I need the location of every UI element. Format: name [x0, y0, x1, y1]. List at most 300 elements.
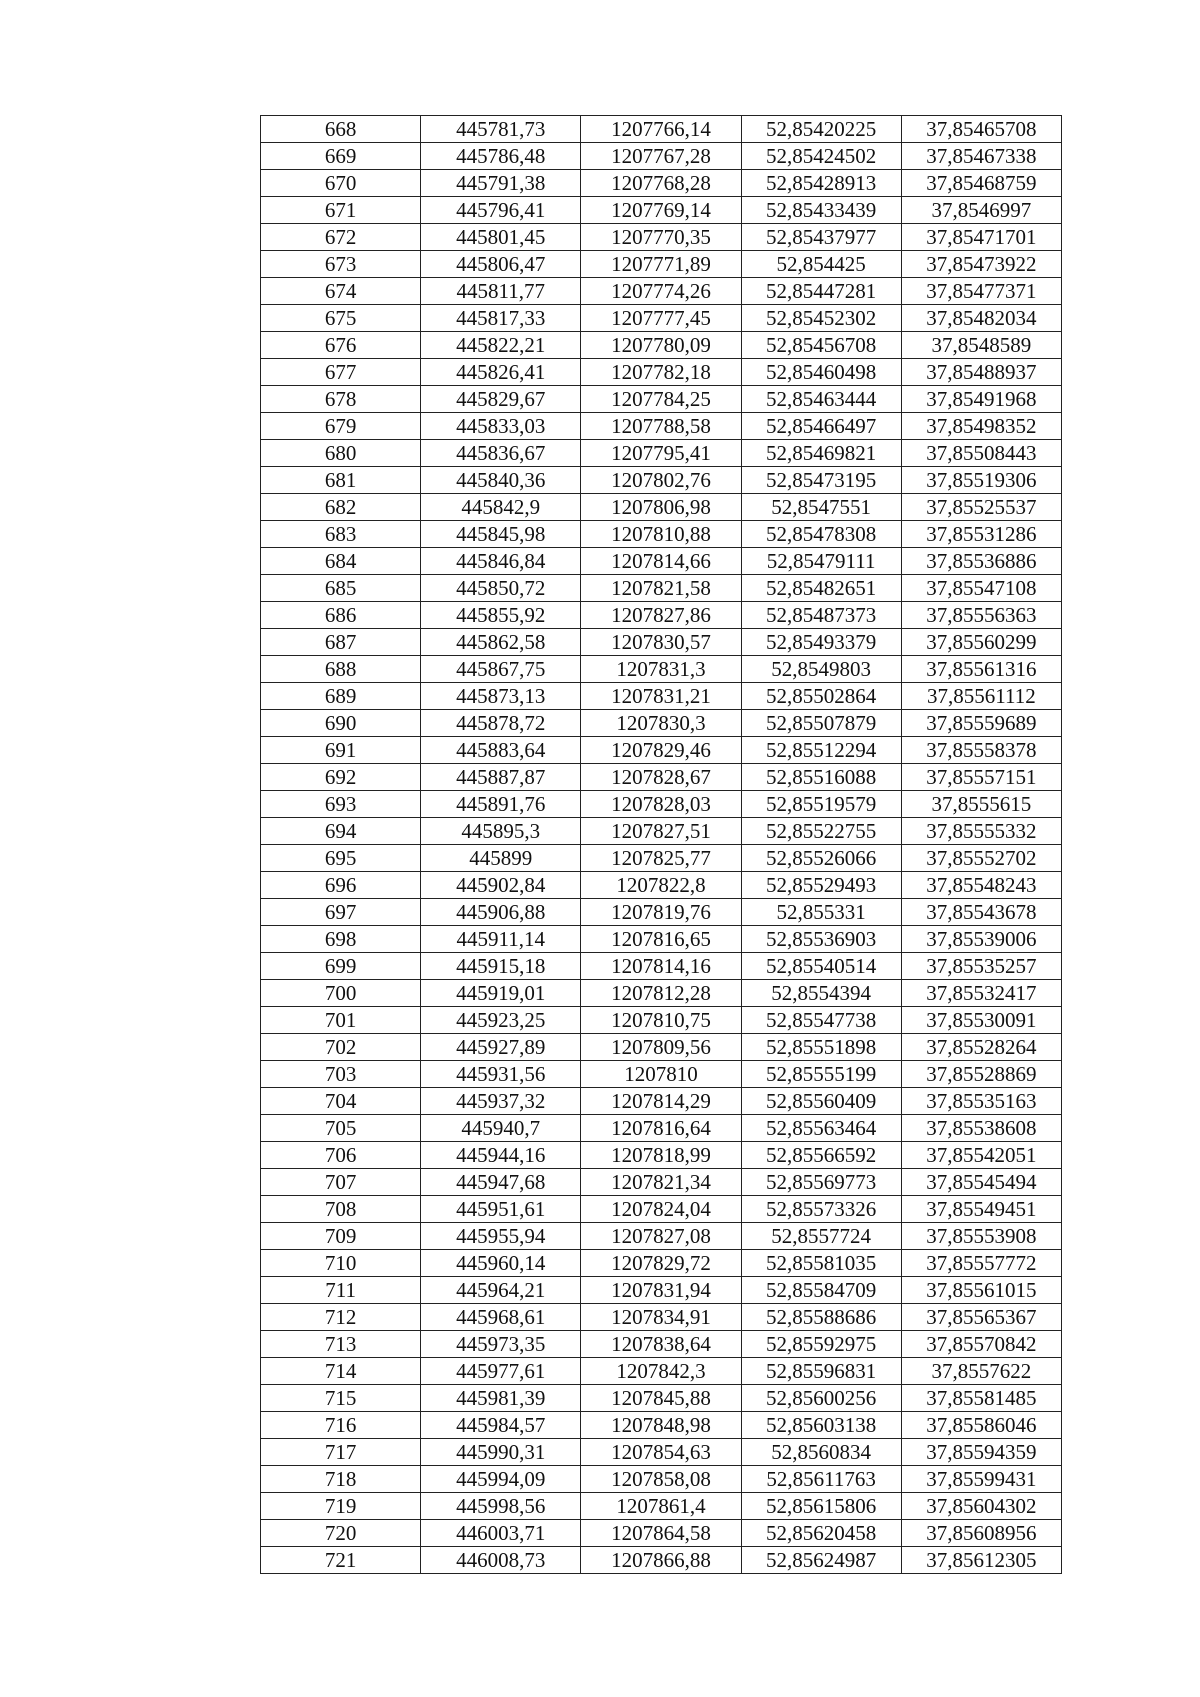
longitude-cell: 37,85543678 — [901, 899, 1061, 926]
latitude-cell: 52,85456708 — [741, 332, 901, 359]
table-row — [261, 980, 1062, 1007]
y-coordinate-cell: 1207828,67 — [581, 764, 741, 791]
latitude-cell: 52,85603138 — [741, 1412, 901, 1439]
longitude-cell: 37,85465708 — [901, 116, 1061, 143]
point-number-cell: 688 — [261, 656, 421, 683]
x-coordinate-cell: 445781,73 — [421, 116, 581, 143]
table-row — [261, 1412, 1062, 1439]
latitude-cell: 52,85482651 — [741, 575, 901, 602]
y-coordinate-cell: 1207810,75 — [581, 1007, 741, 1034]
table-row — [261, 953, 1062, 980]
x-coordinate-cell: 445791,38 — [421, 170, 581, 197]
latitude-cell: 52,85428913 — [741, 170, 901, 197]
x-coordinate-cell: 445927,89 — [421, 1034, 581, 1061]
table-row — [261, 845, 1062, 872]
y-coordinate-cell: 1207838,64 — [581, 1331, 741, 1358]
x-coordinate-cell: 445817,33 — [421, 305, 581, 332]
table-row — [261, 1520, 1062, 1547]
point-number-cell: 706 — [261, 1142, 421, 1169]
point-number-cell: 672 — [261, 224, 421, 251]
latitude-cell: 52,85624987 — [741, 1547, 901, 1574]
latitude-cell: 52,8547551 — [741, 494, 901, 521]
x-coordinate-cell: 445845,98 — [421, 521, 581, 548]
point-number-cell: 677 — [261, 359, 421, 386]
table-row — [261, 872, 1062, 899]
point-number-cell: 718 — [261, 1466, 421, 1493]
table-row — [261, 602, 1062, 629]
latitude-cell: 52,85600256 — [741, 1385, 901, 1412]
point-number-cell: 711 — [261, 1277, 421, 1304]
longitude-cell: 37,85548243 — [901, 872, 1061, 899]
longitude-cell: 37,85559689 — [901, 710, 1061, 737]
point-number-cell: 671 — [261, 197, 421, 224]
x-coordinate-cell: 445796,41 — [421, 197, 581, 224]
point-number-cell: 704 — [261, 1088, 421, 1115]
latitude-cell: 52,8554394 — [741, 980, 901, 1007]
y-coordinate-cell: 1207821,58 — [581, 575, 741, 602]
y-coordinate-cell: 1207854,63 — [581, 1439, 741, 1466]
table-row — [261, 629, 1062, 656]
x-coordinate-cell: 445915,18 — [421, 953, 581, 980]
x-coordinate-cell: 445840,36 — [421, 467, 581, 494]
longitude-cell: 37,85467338 — [901, 143, 1061, 170]
latitude-cell: 52,85519579 — [741, 791, 901, 818]
point-number-cell: 699 — [261, 953, 421, 980]
x-coordinate-cell: 445833,03 — [421, 413, 581, 440]
table-row — [261, 359, 1062, 386]
y-coordinate-cell: 1207827,86 — [581, 602, 741, 629]
y-coordinate-cell: 1207784,25 — [581, 386, 741, 413]
point-number-cell: 708 — [261, 1196, 421, 1223]
longitude-cell: 37,85498352 — [901, 413, 1061, 440]
table-row — [261, 1169, 1062, 1196]
latitude-cell: 52,85569773 — [741, 1169, 901, 1196]
longitude-cell: 37,85545494 — [901, 1169, 1061, 1196]
y-coordinate-cell: 1207827,51 — [581, 818, 741, 845]
latitude-cell: 52,8557724 — [741, 1223, 901, 1250]
table-row — [261, 1196, 1062, 1223]
longitude-cell: 37,85535257 — [901, 953, 1061, 980]
x-coordinate-cell: 445786,48 — [421, 143, 581, 170]
y-coordinate-cell: 1207842,3 — [581, 1358, 741, 1385]
longitude-cell: 37,85599431 — [901, 1466, 1061, 1493]
x-coordinate-cell: 445960,14 — [421, 1250, 581, 1277]
point-number-cell: 692 — [261, 764, 421, 791]
x-coordinate-cell: 445899 — [421, 845, 581, 872]
point-number-cell: 698 — [261, 926, 421, 953]
point-number-cell: 715 — [261, 1385, 421, 1412]
longitude-cell: 37,85608956 — [901, 1520, 1061, 1547]
x-coordinate-cell: 446008,73 — [421, 1547, 581, 1574]
point-number-cell: 695 — [261, 845, 421, 872]
latitude-cell: 52,85584709 — [741, 1277, 901, 1304]
longitude-cell: 37,85542051 — [901, 1142, 1061, 1169]
point-number-cell: 689 — [261, 683, 421, 710]
point-number-cell: 705 — [261, 1115, 421, 1142]
x-coordinate-cell: 446003,71 — [421, 1520, 581, 1547]
y-coordinate-cell: 1207767,28 — [581, 143, 741, 170]
y-coordinate-cell: 1207831,94 — [581, 1277, 741, 1304]
longitude-cell: 37,85531286 — [901, 521, 1061, 548]
longitude-cell: 37,85586046 — [901, 1412, 1061, 1439]
longitude-cell: 37,85519306 — [901, 467, 1061, 494]
table-row — [261, 1061, 1062, 1088]
table-row — [261, 1439, 1062, 1466]
y-coordinate-cell: 1207809,56 — [581, 1034, 741, 1061]
y-coordinate-cell: 1207814,29 — [581, 1088, 741, 1115]
longitude-cell: 37,85555332 — [901, 818, 1061, 845]
table-row — [261, 1466, 1062, 1493]
table-row — [261, 521, 1062, 548]
longitude-cell: 37,8557622 — [901, 1358, 1061, 1385]
table-row — [261, 1331, 1062, 1358]
table-row — [261, 1547, 1062, 1574]
point-number-cell: 673 — [261, 251, 421, 278]
latitude-cell: 52,85447281 — [741, 278, 901, 305]
longitude-cell: 37,85508443 — [901, 440, 1061, 467]
latitude-cell: 52,85466497 — [741, 413, 901, 440]
x-coordinate-cell: 445977,61 — [421, 1358, 581, 1385]
x-coordinate-cell: 445923,25 — [421, 1007, 581, 1034]
latitude-cell: 52,85522755 — [741, 818, 901, 845]
longitude-cell: 37,85561015 — [901, 1277, 1061, 1304]
y-coordinate-cell: 1207845,88 — [581, 1385, 741, 1412]
point-number-cell: 686 — [261, 602, 421, 629]
y-coordinate-cell: 1207771,89 — [581, 251, 741, 278]
point-number-cell: 670 — [261, 170, 421, 197]
longitude-cell: 37,85525537 — [901, 494, 1061, 521]
y-coordinate-cell: 1207827,08 — [581, 1223, 741, 1250]
point-number-cell: 678 — [261, 386, 421, 413]
point-number-cell: 682 — [261, 494, 421, 521]
y-coordinate-cell: 1207816,65 — [581, 926, 741, 953]
y-coordinate-cell: 1207818,99 — [581, 1142, 741, 1169]
table-row — [261, 170, 1062, 197]
longitude-cell: 37,85552702 — [901, 845, 1061, 872]
latitude-cell: 52,8549803 — [741, 656, 901, 683]
latitude-cell: 52,85493379 — [741, 629, 901, 656]
longitude-cell: 37,85547108 — [901, 575, 1061, 602]
coordinates-table-body — [261, 116, 1062, 1574]
point-number-cell: 691 — [261, 737, 421, 764]
table-row — [261, 1385, 1062, 1412]
point-number-cell: 697 — [261, 899, 421, 926]
latitude-cell: 52,85452302 — [741, 305, 901, 332]
longitude-cell: 37,85535163 — [901, 1088, 1061, 1115]
table-row — [261, 1277, 1062, 1304]
table-row — [261, 791, 1062, 818]
table-row — [261, 143, 1062, 170]
x-coordinate-cell: 445883,64 — [421, 737, 581, 764]
longitude-cell: 37,85553908 — [901, 1223, 1061, 1250]
longitude-cell: 37,85565367 — [901, 1304, 1061, 1331]
y-coordinate-cell: 1207861,4 — [581, 1493, 741, 1520]
x-coordinate-cell: 445990,31 — [421, 1439, 581, 1466]
latitude-cell: 52,85420225 — [741, 116, 901, 143]
x-coordinate-cell: 445973,35 — [421, 1331, 581, 1358]
table-row — [261, 494, 1062, 521]
x-coordinate-cell: 445873,13 — [421, 683, 581, 710]
latitude-cell: 52,85596831 — [741, 1358, 901, 1385]
table-row — [261, 710, 1062, 737]
longitude-cell: 37,85471701 — [901, 224, 1061, 251]
x-coordinate-cell: 445862,58 — [421, 629, 581, 656]
longitude-cell: 37,85536886 — [901, 548, 1061, 575]
coordinates-table — [260, 115, 1062, 1574]
latitude-cell: 52,85581035 — [741, 1250, 901, 1277]
x-coordinate-cell: 445895,3 — [421, 818, 581, 845]
latitude-cell: 52,85473195 — [741, 467, 901, 494]
longitude-cell: 37,85538608 — [901, 1115, 1061, 1142]
table-row — [261, 305, 1062, 332]
x-coordinate-cell: 445944,16 — [421, 1142, 581, 1169]
point-number-cell: 668 — [261, 116, 421, 143]
x-coordinate-cell: 445842,9 — [421, 494, 581, 521]
point-number-cell: 693 — [261, 791, 421, 818]
point-number-cell: 694 — [261, 818, 421, 845]
point-number-cell: 719 — [261, 1493, 421, 1520]
table-row — [261, 1223, 1062, 1250]
x-coordinate-cell: 445801,45 — [421, 224, 581, 251]
x-coordinate-cell: 445850,72 — [421, 575, 581, 602]
latitude-cell: 52,85547738 — [741, 1007, 901, 1034]
point-number-cell: 703 — [261, 1061, 421, 1088]
y-coordinate-cell: 1207795,41 — [581, 440, 741, 467]
longitude-cell: 37,85488937 — [901, 359, 1061, 386]
point-number-cell: 675 — [261, 305, 421, 332]
latitude-cell: 52,85592975 — [741, 1331, 901, 1358]
latitude-cell: 52,854425 — [741, 251, 901, 278]
table-row — [261, 1034, 1062, 1061]
x-coordinate-cell: 445906,88 — [421, 899, 581, 926]
x-coordinate-cell: 445822,21 — [421, 332, 581, 359]
table-row — [261, 1358, 1062, 1385]
y-coordinate-cell: 1207822,8 — [581, 872, 741, 899]
latitude-cell: 52,85437977 — [741, 224, 901, 251]
y-coordinate-cell: 1207782,18 — [581, 359, 741, 386]
y-coordinate-cell: 1207802,76 — [581, 467, 741, 494]
x-coordinate-cell: 445940,7 — [421, 1115, 581, 1142]
x-coordinate-cell: 445846,84 — [421, 548, 581, 575]
point-number-cell: 701 — [261, 1007, 421, 1034]
longitude-cell: 37,85556363 — [901, 602, 1061, 629]
latitude-cell: 52,85526066 — [741, 845, 901, 872]
y-coordinate-cell: 1207769,14 — [581, 197, 741, 224]
latitude-cell: 52,85563464 — [741, 1115, 901, 1142]
longitude-cell: 37,85560299 — [901, 629, 1061, 656]
point-number-cell: 720 — [261, 1520, 421, 1547]
longitude-cell: 37,85532417 — [901, 980, 1061, 1007]
x-coordinate-cell: 445931,56 — [421, 1061, 581, 1088]
x-coordinate-cell: 445968,61 — [421, 1304, 581, 1331]
latitude-cell: 52,85551898 — [741, 1034, 901, 1061]
longitude-cell: 37,85549451 — [901, 1196, 1061, 1223]
y-coordinate-cell: 1207819,76 — [581, 899, 741, 926]
x-coordinate-cell: 445947,68 — [421, 1169, 581, 1196]
y-coordinate-cell: 1207821,34 — [581, 1169, 741, 1196]
x-coordinate-cell: 445891,76 — [421, 791, 581, 818]
longitude-cell: 37,85468759 — [901, 170, 1061, 197]
y-coordinate-cell: 1207829,72 — [581, 1250, 741, 1277]
longitude-cell: 37,85561316 — [901, 656, 1061, 683]
y-coordinate-cell: 1207830,3 — [581, 710, 741, 737]
table-row — [261, 683, 1062, 710]
table-row — [261, 116, 1062, 143]
y-coordinate-cell: 1207774,26 — [581, 278, 741, 305]
latitude-cell: 52,85469821 — [741, 440, 901, 467]
table-row — [261, 548, 1062, 575]
y-coordinate-cell: 1207810 — [581, 1061, 741, 1088]
table-row — [261, 818, 1062, 845]
longitude-cell: 37,85594359 — [901, 1439, 1061, 1466]
x-coordinate-cell: 445855,92 — [421, 602, 581, 629]
latitude-cell: 52,85479111 — [741, 548, 901, 575]
y-coordinate-cell: 1207831,3 — [581, 656, 741, 683]
y-coordinate-cell: 1207812,28 — [581, 980, 741, 1007]
y-coordinate-cell: 1207864,58 — [581, 1520, 741, 1547]
latitude-cell: 52,85487373 — [741, 602, 901, 629]
point-number-cell: 716 — [261, 1412, 421, 1439]
longitude-cell: 37,85482034 — [901, 305, 1061, 332]
y-coordinate-cell: 1207770,35 — [581, 224, 741, 251]
point-number-cell: 684 — [261, 548, 421, 575]
longitude-cell: 37,8548589 — [901, 332, 1061, 359]
x-coordinate-cell: 445937,32 — [421, 1088, 581, 1115]
latitude-cell: 52,85529493 — [741, 872, 901, 899]
longitude-cell: 37,85557772 — [901, 1250, 1061, 1277]
y-coordinate-cell: 1207866,88 — [581, 1547, 741, 1574]
y-coordinate-cell: 1207777,45 — [581, 305, 741, 332]
x-coordinate-cell: 445998,56 — [421, 1493, 581, 1520]
x-coordinate-cell: 445887,87 — [421, 764, 581, 791]
point-number-cell: 690 — [261, 710, 421, 737]
longitude-cell: 37,85473922 — [901, 251, 1061, 278]
point-number-cell: 680 — [261, 440, 421, 467]
y-coordinate-cell: 1207814,66 — [581, 548, 741, 575]
longitude-cell: 37,85539006 — [901, 926, 1061, 953]
table-row — [261, 278, 1062, 305]
point-number-cell: 674 — [261, 278, 421, 305]
point-number-cell: 714 — [261, 1358, 421, 1385]
table-row — [261, 224, 1062, 251]
y-coordinate-cell: 1207834,91 — [581, 1304, 741, 1331]
point-number-cell: 710 — [261, 1250, 421, 1277]
latitude-cell: 52,85555199 — [741, 1061, 901, 1088]
y-coordinate-cell: 1207831,21 — [581, 683, 741, 710]
latitude-cell: 52,85620458 — [741, 1520, 901, 1547]
point-number-cell: 683 — [261, 521, 421, 548]
longitude-cell: 37,85528264 — [901, 1034, 1061, 1061]
y-coordinate-cell: 1207824,04 — [581, 1196, 741, 1223]
table-row — [261, 251, 1062, 278]
latitude-cell: 52,85611763 — [741, 1466, 901, 1493]
table-row — [261, 764, 1062, 791]
y-coordinate-cell: 1207816,64 — [581, 1115, 741, 1142]
x-coordinate-cell: 445994,09 — [421, 1466, 581, 1493]
point-number-cell: 696 — [261, 872, 421, 899]
latitude-cell: 52,85536903 — [741, 926, 901, 953]
table-row — [261, 1304, 1062, 1331]
y-coordinate-cell: 1207825,77 — [581, 845, 741, 872]
y-coordinate-cell: 1207806,98 — [581, 494, 741, 521]
point-number-cell: 679 — [261, 413, 421, 440]
latitude-cell: 52,85463444 — [741, 386, 901, 413]
latitude-cell: 52,85573326 — [741, 1196, 901, 1223]
longitude-cell: 37,85530091 — [901, 1007, 1061, 1034]
y-coordinate-cell: 1207848,98 — [581, 1412, 741, 1439]
x-coordinate-cell: 445964,21 — [421, 1277, 581, 1304]
x-coordinate-cell: 445911,14 — [421, 926, 581, 953]
point-number-cell: 702 — [261, 1034, 421, 1061]
table-row — [261, 332, 1062, 359]
longitude-cell: 37,85612305 — [901, 1547, 1061, 1574]
longitude-cell: 37,85581485 — [901, 1385, 1061, 1412]
point-number-cell: 669 — [261, 143, 421, 170]
x-coordinate-cell: 445919,01 — [421, 980, 581, 1007]
longitude-cell: 37,85561112 — [901, 683, 1061, 710]
x-coordinate-cell: 445867,75 — [421, 656, 581, 683]
x-coordinate-cell: 445829,67 — [421, 386, 581, 413]
longitude-cell: 37,8546997 — [901, 197, 1061, 224]
y-coordinate-cell: 1207858,08 — [581, 1466, 741, 1493]
point-number-cell: 676 — [261, 332, 421, 359]
latitude-cell: 52,85615806 — [741, 1493, 901, 1520]
longitude-cell: 37,85557151 — [901, 764, 1061, 791]
latitude-cell: 52,85540514 — [741, 953, 901, 980]
y-coordinate-cell: 1207814,16 — [581, 953, 741, 980]
y-coordinate-cell: 1207828,03 — [581, 791, 741, 818]
longitude-cell: 37,85604302 — [901, 1493, 1061, 1520]
table-row — [261, 1250, 1062, 1277]
longitude-cell: 37,8555615 — [901, 791, 1061, 818]
x-coordinate-cell: 445984,57 — [421, 1412, 581, 1439]
y-coordinate-cell: 1207788,58 — [581, 413, 741, 440]
x-coordinate-cell: 445836,67 — [421, 440, 581, 467]
point-number-cell: 712 — [261, 1304, 421, 1331]
latitude-cell: 52,85460498 — [741, 359, 901, 386]
point-number-cell: 685 — [261, 575, 421, 602]
latitude-cell: 52,85560409 — [741, 1088, 901, 1115]
x-coordinate-cell: 445951,61 — [421, 1196, 581, 1223]
point-number-cell: 709 — [261, 1223, 421, 1250]
point-number-cell: 717 — [261, 1439, 421, 1466]
latitude-cell: 52,85507879 — [741, 710, 901, 737]
y-coordinate-cell: 1207766,14 — [581, 116, 741, 143]
latitude-cell: 52,85478308 — [741, 521, 901, 548]
table-row — [261, 386, 1062, 413]
point-number-cell: 713 — [261, 1331, 421, 1358]
latitude-cell: 52,8560834 — [741, 1439, 901, 1466]
table-row — [261, 926, 1062, 953]
x-coordinate-cell: 445826,41 — [421, 359, 581, 386]
latitude-cell: 52,85502864 — [741, 683, 901, 710]
table-row — [261, 1007, 1062, 1034]
table-row — [261, 1115, 1062, 1142]
latitude-cell: 52,85433439 — [741, 197, 901, 224]
table-row — [261, 467, 1062, 494]
table-row — [261, 1493, 1062, 1520]
y-coordinate-cell: 1207768,28 — [581, 170, 741, 197]
table-row — [261, 1088, 1062, 1115]
table-row — [261, 656, 1062, 683]
x-coordinate-cell: 445806,47 — [421, 251, 581, 278]
longitude-cell: 37,85570842 — [901, 1331, 1061, 1358]
x-coordinate-cell: 445955,94 — [421, 1223, 581, 1250]
table-row — [261, 737, 1062, 764]
longitude-cell: 37,85528869 — [901, 1061, 1061, 1088]
latitude-cell: 52,855331 — [741, 899, 901, 926]
table-row — [261, 440, 1062, 467]
